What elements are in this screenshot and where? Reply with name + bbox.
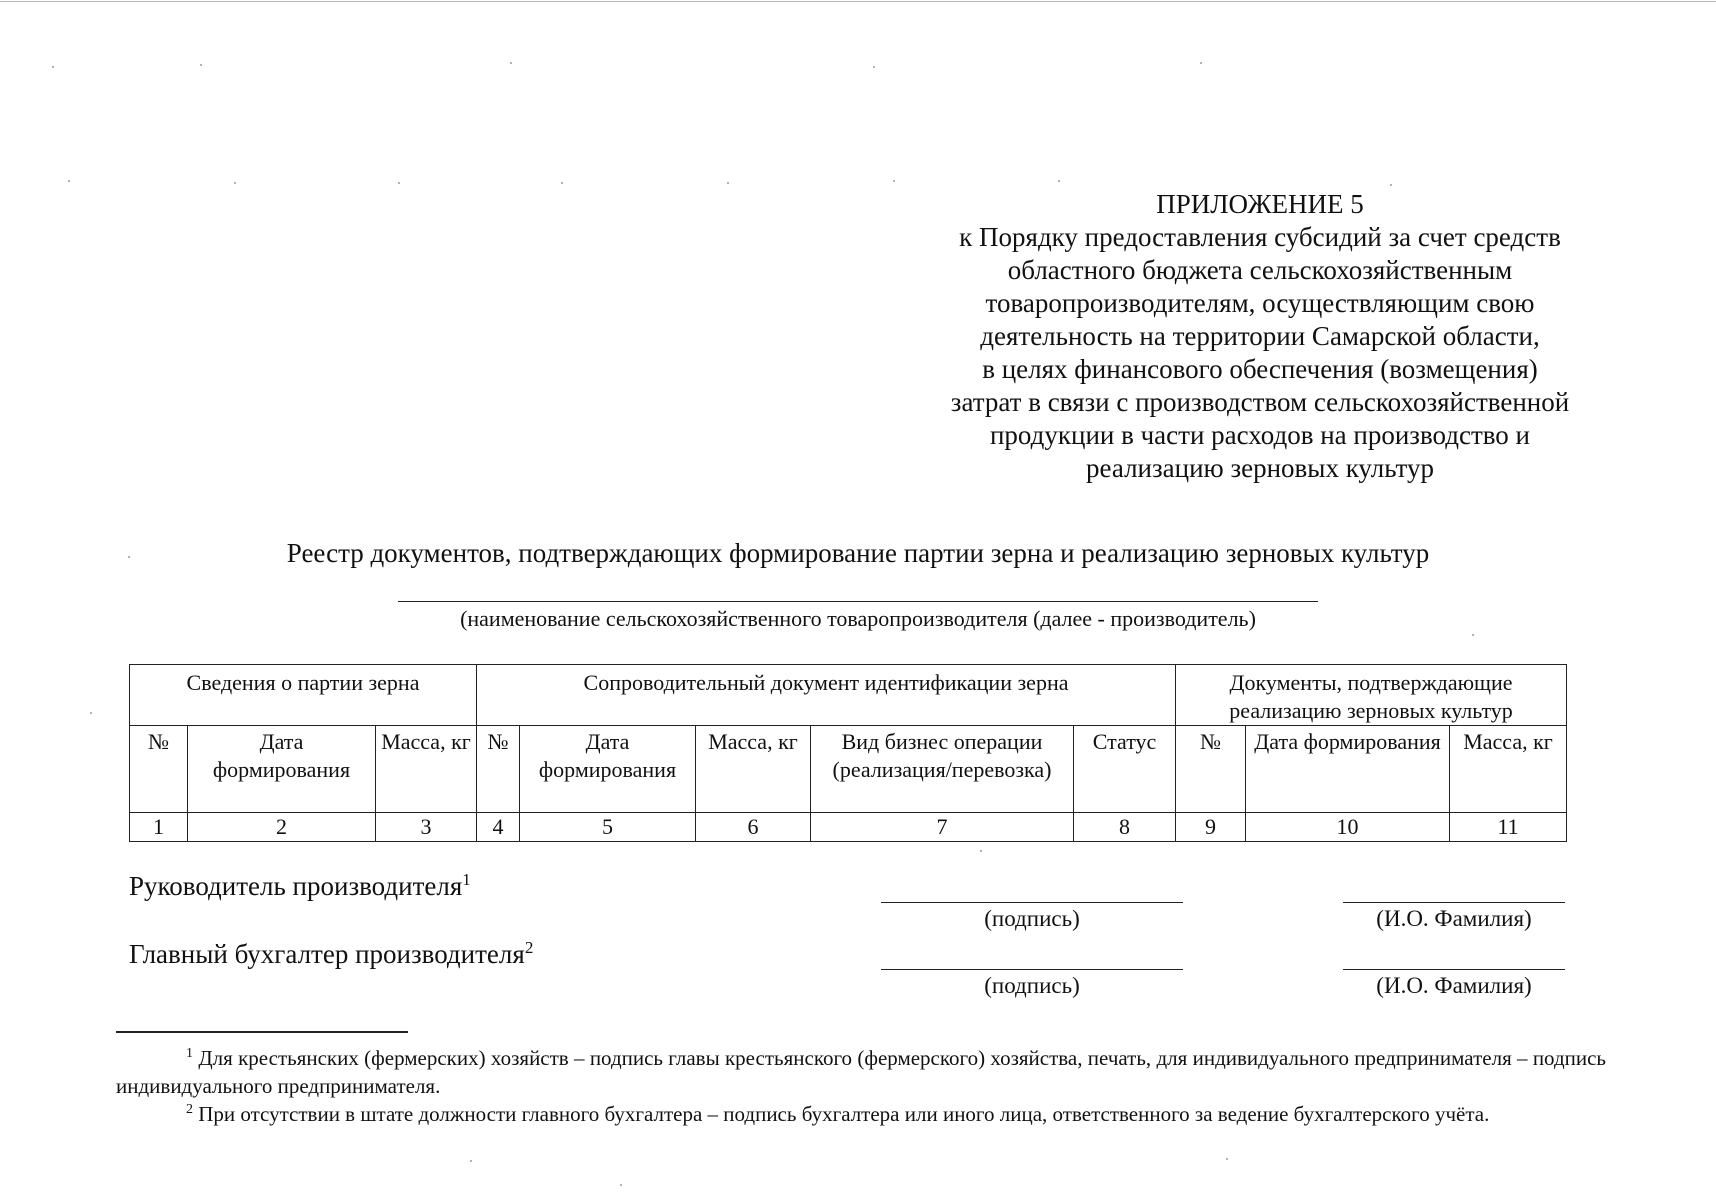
signature-caption-accountant: (подпись) [984, 973, 1080, 998]
appendix-line: в целях финансового обеспечения (возмещения) [982, 354, 1538, 384]
column-number: 5 [520, 813, 696, 842]
scan-speck [561, 182, 563, 184]
column-header: № [130, 726, 188, 813]
scan-speck [1472, 634, 1474, 636]
scan-speck [90, 712, 92, 714]
column-header: № [1176, 726, 1246, 813]
column-header: Масса, кг [1450, 726, 1567, 813]
group-sale-documents: Документы, подтверждающие реализацию зерновых культур [1176, 665, 1567, 726]
scan-speck [470, 1160, 472, 1162]
scan-speck [52, 66, 54, 68]
column-header: Дата формирования [188, 726, 376, 813]
column-number: 6 [696, 813, 811, 842]
scan-speck [980, 850, 982, 852]
scan-speck [1058, 180, 1060, 182]
footnote-text: Для крестьянских (фермерских) хозяйств – подпись главы крестьянского (фермерского) хозяйства, печать, для индивидуального предпринимателя – подпись индивидуального предпринимателя. [116, 1046, 1607, 1098]
signature-label-text: Главный бухгалтер производителя [129, 939, 525, 969]
column-header: Вид бизнес операции (реализация/перевозка) [811, 726, 1074, 813]
scan-speck [1390, 184, 1392, 186]
column-header: Дата формирования [1246, 726, 1450, 813]
column-number: 10 [1246, 813, 1450, 842]
column-header: Масса, кг [696, 726, 811, 813]
footnote-separator [116, 1031, 408, 1033]
producer-name-caption: (наименование сельскохозяйственного товаропроизводителя (далее - производитель) [460, 606, 1256, 631]
scan-speck [398, 182, 400, 184]
appendix-title: ПРИЛОЖЕНИЕ 5 [1156, 189, 1364, 219]
scan-speck [1226, 1158, 1228, 1160]
appendix-line: деятельность на территории Самарской области, [980, 321, 1540, 351]
name-line-accountant [1343, 969, 1565, 970]
table-column-header-row [130, 726, 1567, 813]
scan-speck [727, 182, 729, 184]
scan-speck [893, 180, 895, 182]
signature-line-accountant [881, 969, 1183, 970]
footnote-ref: 2 [524, 938, 534, 957]
scan-speck [68, 180, 70, 182]
signature-caption-head: (подпись) [984, 906, 1080, 931]
registry-table [129, 664, 1567, 842]
column-header: Статус [1074, 726, 1176, 813]
column-number: 8 [1074, 813, 1176, 842]
column-header: № [477, 726, 520, 813]
table-group-header-row [130, 665, 1567, 726]
scan-top-edge [0, 1, 1716, 2]
appendix-header [860, 188, 1660, 485]
signature-label-head [129, 870, 471, 902]
footnote-ref: 1 [462, 870, 471, 889]
column-header: Масса, кг [376, 726, 477, 813]
appendix-line: продукции в части расходов на производство и [989, 420, 1531, 450]
group-accompanying-document: Сопроводительный документ идентификации зерна [477, 665, 1176, 726]
footnote-text: При отсутствии в штате должности главного бухгалтера – подпись бухгалтера или иного лица, ответственного за ведение бухгалтерского учёта. [198, 1102, 1490, 1126]
footnote-1 [116, 1044, 1606, 1100]
column-number: 11 [1450, 813, 1567, 842]
scan-speck [620, 1184, 622, 1186]
registry-title: Реестр документов, подтверждающих формирование партии зерна и реализацию зерновых культур [286, 538, 1430, 568]
name-caption-head: (И.О. Фамилия) [1376, 906, 1532, 931]
table-row [130, 813, 1567, 842]
producer-name-field [398, 601, 1318, 602]
appendix-line: к Порядку предоставления субсидий за счет средств [959, 222, 1561, 252]
signature-line-head [881, 902, 1183, 903]
scan-speck [873, 66, 875, 68]
appendix-line: реализацию зерновых культур [1086, 453, 1434, 483]
footnote-2 [116, 1100, 1606, 1128]
appendix-line: областного бюджета сельскохозяйственным [1007, 255, 1513, 285]
appendix-line: товаропроизводителям, осуществляющим свою [985, 288, 1535, 318]
footnote-number: 1 [186, 1046, 193, 1061]
scan-speck [200, 64, 202, 66]
scan-speck [1200, 62, 1202, 64]
column-number: 4 [477, 813, 520, 842]
group-grain-batch: Сведения о партии зерна [130, 665, 477, 726]
column-number: 2 [188, 813, 376, 842]
signature-label-accountant [129, 938, 533, 970]
footnote-number: 2 [186, 1102, 193, 1117]
scan-speck [510, 62, 512, 64]
column-header: Дата формирования [520, 726, 696, 813]
name-line-head [1343, 902, 1565, 903]
column-number: 1 [130, 813, 188, 842]
column-number: 7 [811, 813, 1074, 842]
column-number: 9 [1176, 813, 1246, 842]
signature-label-text: Руководитель производителя [129, 871, 463, 901]
appendix-line: затрат в связи с производством сельскохозяйственной [950, 387, 1570, 417]
scan-speck [234, 182, 236, 184]
column-number: 3 [376, 813, 477, 842]
name-caption-accountant: (И.О. Фамилия) [1376, 973, 1532, 998]
